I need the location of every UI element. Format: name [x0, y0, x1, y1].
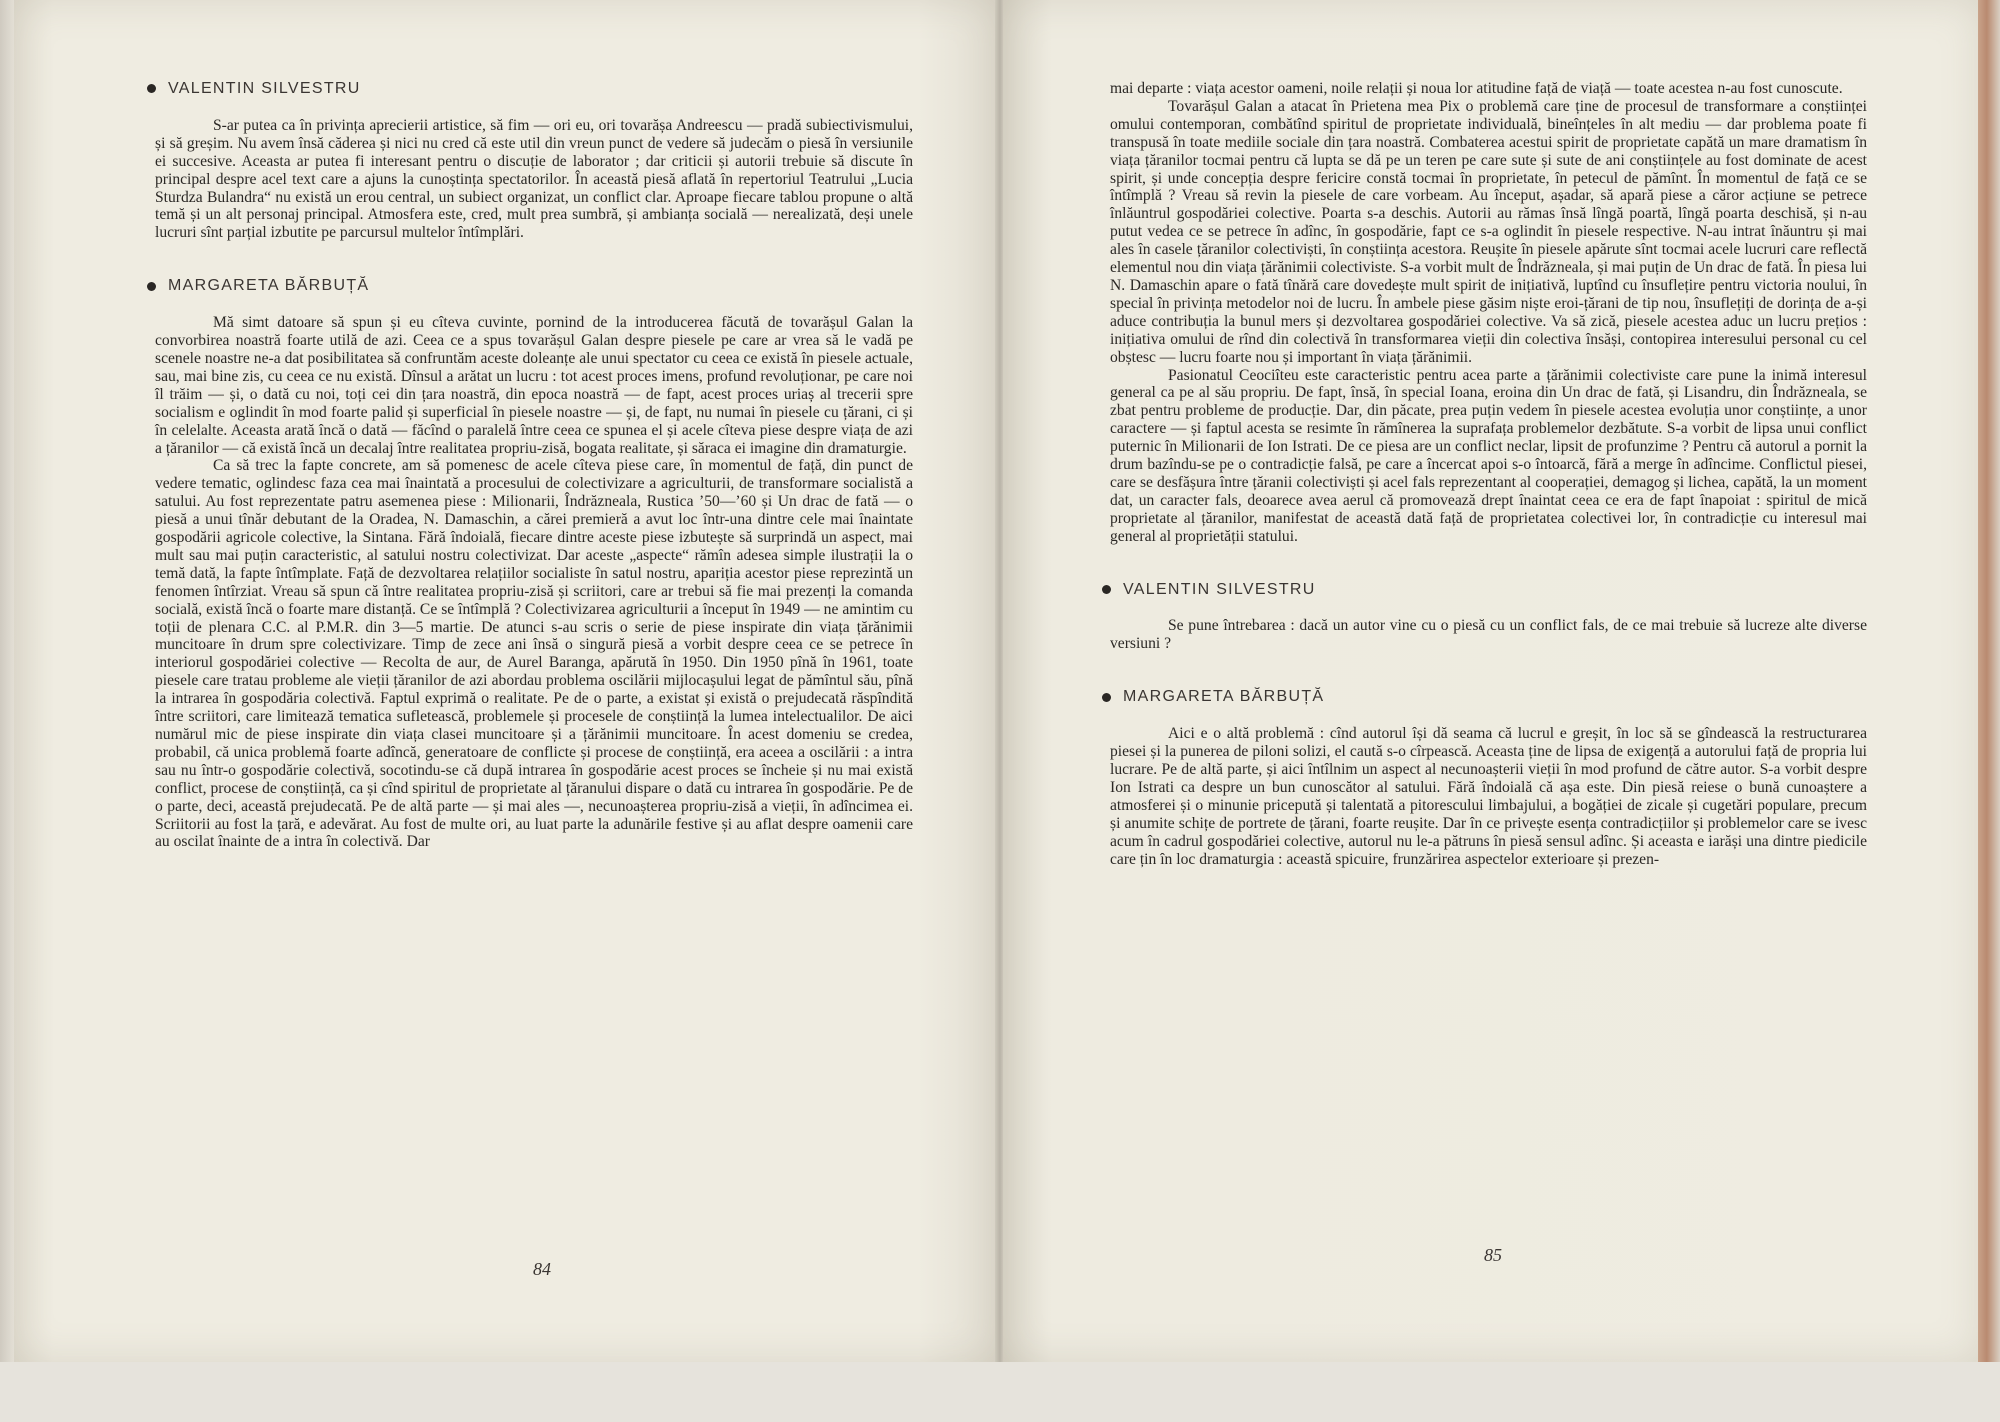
speech-block	[1110, 80, 1867, 546]
paragraph: Se pune întrebarea : dacă un autor vine cu o piesă cu un conflict fals, de ce mai trebuie să lucreze alte diverse versiuni ?	[1110, 617, 1867, 653]
speaker-name: MARGARETA BĂRBUȚĂ	[1123, 688, 1325, 706]
book-cover-edge	[1978, 0, 2000, 1390]
speaker-heading	[1102, 688, 1867, 706]
bullet-icon	[147, 84, 156, 93]
speaker-name: MARGARETA BĂRBUȚĂ	[168, 277, 370, 295]
page-number-right: 85	[1484, 1245, 1502, 1265]
page-edges-left	[0, 0, 14, 1380]
paragraph: Tovarășul Galan a atacat în Prietena mea Pix o problemă care ține de procesul de transformare a conștiinței omului contemporan, combătînd spiritul de proprietate individuală, bineînțeles în alt mediu — dar problema poate fi transpusă în toate mediile sociale din țara noastră. Combaterea acestui spirit de proprietate capătă un mare dramatism în viața țăranilor tocmai pentru că lupta se dă pe un teren pe care sute și sute de ani conștiințele au fost dominate de acest spirit, și unde concepția despre fericire constă tocmai în proprietate, în petecul de pămînt. În momentul de față ce se întîmplă ? Vreau să revin la piesele de care vorbeam. Au început, așadar, să apară piese a căror acțiune se petrece înlăuntrul gospodăriei colective. Poarta s-a deschis. Autorii au rămas însă lîngă poartă, lîngă poarta deschisă, și n-au putut vedea ce se petrece în adînc, în gospodărie, fapt ce s-a oglindit în piesele respective. N-au intrat înăuntru și mai ales în casele țăranilor colectiviști, în conștiința acestora. Reușite în piesele apărute sînt tocmai acele lucruri care reflectă elementul nou din viața țărănimii colectiviste. S-a vorbit mult de Îndrăzneala, și mai puțin de Un drac de fată. În piesa lui N. Damaschin apare o fată tînără care dovedește mult spirit de inițiativă, luptînd cu însuflețire pentru victoria noului, în special în privința metodelor noi de lucru. În ambele piese găsim niște eroi-țărani de tip nou, însuflețiți de dorința de a-și aduce contribuția la bunul mers și dezvoltarea gospodăriei colective. Va să zică, piesele acestea aduc un lucru prețios : inițiativa omului de rînd din colectivă în transformarea vieții din colectiva însăși, contopirea interesului personal cu cel obștesc — lucru foarte nou și important în viața țărănimii.	[1110, 97, 1867, 366]
bullet-icon	[147, 282, 156, 291]
paragraph: Ca să trec la fapte concrete, am să pomenesc de acele cîteva piese care, în momentul de față, din punct de vedere tematic, oglindesc faza cea mai înaintată a procesului de colectivizare a agriculturii, de transformare socialistă a satului. Au fost reprezentate patru asemenea piese : Milionarii, Îndrăzneala, Rustica ’50—’60 și Un drac de fată — o piesă a unui tînăr debutant de la Oradea, N. Damaschin, a cărei premieră a avut loc într-una dintre cele mai înaintate gospodării agricole colective, la Sintana. Fără îndoială, fiecare dintre aceste piese izbutește să surprindă un aspect, mai mult sau mai puțin caracteristic, al satului nostru colectivizat. Dar aceste „aspecte“ rămîn adesea simple ilustrații la o temă dată, la fapte întîmplate. Față de dezvoltarea relațiilor socialiste în satul nostru, apariția acestor piese reprezintă un fenomen întîrziat. Vreau să spun că între realitatea propriu-zisă și scriitori, care ar trebui să fie mai prezenți la comanda socială, există încă o foarte mare distanță. Ce se întîmplă ? Colectivizarea agriculturii a început în 1949 — ne amintim cu toții de plenara C.C. al P.M.R. din 3—5 martie. De atunci s-au scris o serie de piese inspirate din viața țărănimii muncitoare în drum spre colectivizare. Timp de zece ani însă o singură piesă a vorbit despre ceea ce se petrece în interiorul gospodăriei colective — Recolta de aur, de Aurel Baranga, apărută în 1950. Din 1950 pînă în 1961, toate piesele care tratau probleme ale vieții țăranilor de azi abordau problema oscilării mijlocașului legat de pămîntul său, pînă la intrarea în gospodăria colectivă. Faptul exprimă o realitate. Pe de o parte, a existat și există o prejudecată răspîndită între scriitori, care limitează tematica sufletească, problemele și procesele de conștiință la lumea intelectualilor. De aici numărul mic de piese inspirate din viața clasei muncitoare și a țărănimii muncitoare. În acest domeniu se credea, probabil, că unica problemă foarte adîncă, generatoare de conflicte și procese de conștiință, era aceea a oscilării : a intra sau nu într-o gospodărie colectivă, socotindu-se că după intrarea în gospodărie acest proces se încheie și nu mai există conflict, procese de conștiință, ca și cînd spiritul de proprietate al țăranului dispare o dată cu intrarea în gospodărie. Pe de o parte, deci, această prejudecată. Pe de altă parte — și mai ales —, necunoașterea propriu-zisă a vieții, în adîncimea ei. Scriitorii au fost la țară, e adevărat. Au fost de multe ori, au luat parte la adunările festive și au aflat despre oamenii care au oscilat înainte de a intra în colectivă. Dar	[155, 457, 913, 851]
bullet-icon	[1102, 585, 1111, 594]
paragraph: Mă simt datoare să spun și eu cîteva cuvinte, pornind de la introducerea făcută de tovarășul Galan la convorbirea noastră foarte utilă de azi. Ceea ce a spus tovarășul Galan despre piesele pe care ar vrea să le vadă pe scenele noastre ne-a dat posibilitatea să confruntăm aceste doleanțe ale unui spectator cu ceea ce există în piesele actuale, sau, mai bine zis, cu ceea ce nu există. Dînsul a arătat un lucru : tot acest proces imens, profund revoluționar, pe care noi îl trăim — și, o dată cu noi, toți cei din țara noastră, din epoca noastră — de fapt, acest proces uriaș al trecerii spre socialism e oglindit în mod foarte palid și superficial în piesele noastre — și, de fapt, nu numai în piesele cu țărani, ci și în celelalte. Aceasta arată încă o dată — făcînd o paralelă între ceea ce spunea el și acele cîteva piese despre viața de azi a țăranilor — că există încă un decalaj între realitatea propriu-zisă, bogata realitate, și săraca ei imagine din dramaturgie.	[155, 314, 913, 457]
speaker-heading	[147, 277, 913, 295]
speech-block	[155, 277, 913, 851]
speaker-name: VALENTIN SILVESTRU	[168, 80, 361, 97]
left-page-text	[155, 80, 913, 886]
speaker-heading	[1102, 581, 1867, 599]
speaker-name: VALENTIN SILVESTRU	[1123, 580, 1316, 598]
background-strip	[0, 1362, 2000, 1422]
speaker-heading	[147, 80, 913, 98]
paragraph: mai departe : viața acestor oameni, noile relații și noua lor atitudine față de viață — toate acestea n-au fost cunoscute.	[1110, 80, 1843, 97]
paragraph: S-ar putea ca în privința aprecierii artistice, să fim — ori eu, ori tovarășa Andreescu — pradă subiectivismului, și să greșim. Nu avem însă căderea și nici nu cred că este util din vreun punct de vedere să judecăm o piesă în versiunile ei succesive. Aceasta ar putea fi interesant pentru o discuție de laborator ; dar criticii și autorii trebuie să discute în principal despre acel text care a ajuns la cunoștința spectatorilor. În această piesă aflată în repertoriul Teatrului „Lucia Sturdza Bulandra“ nu există un erou central, un subiect organizat, un conflict clar. Aproape fiecare tablou propune o altă temă și un alt personaj principal. Atmosfera este, cred, mult prea sumbră, și ambianța socială — nerealizată, deși unele lucruri sînt parțial izbutite pe parcursul multelor întîmplări.	[155, 116, 913, 242]
speech-block	[1110, 581, 1867, 654]
bullet-icon	[1102, 693, 1111, 702]
page-number-left: 84	[533, 1259, 551, 1279]
right-page-text	[1110, 80, 1867, 903]
speech-block	[155, 80, 913, 242]
paragraph: Pasionatul Ceociîteu este caracteristic pentru acea parte a țărănimii colectiviste care pune la inimă interesul general ca pe al său propriu. De fapt, însă, în special Ioana, eroina din Un drac de fată, și Lisandru, din Îndrăzneala, se zbat pentru probleme de producție. Dar, din păcate, prea puțin vedem în piesele acestea evoluția unor conștiințe, a unor caractere — și faptul acesta se resimte în rămînerea la suprafața problemelor dezbătute. S-a vorbit de lipsa unui conflict puternic în Milionarii de Ion Istrati. De ce piesa are un conflict neclar, lipsit de profunzime ? Pentru că autorul a pornit la drum bazîndu-se pe o contradicție falsă, pe care a încercat apoi s-o întoarcă, fără a merge în adîncime. Conflictul piesei, care se desfășura între țăranii colectiviști și acel fals reprezentant al cooperației, demagog și lichea, capătă, la un moment dat, un caracter fals, deoarece avea aerul că promovează drept înaintat ceea ce era de fapt înapoiat : spiritul de mică proprietate al țăranilor, manifestat de această dată față de proprietatea colectivei lor, în contradicție cu interesul mai general al proprietății statului.	[1110, 366, 1867, 545]
speech-block	[1110, 688, 1867, 868]
paragraph: Aici e o altă problemă : cînd autorul își dă seama că lucrul e greșit, în loc să se gîndească la restructurarea piesei și la punerea de piloni solizi, el caută s-o cîrpească. Aceasta ține de lipsa de exigență a autorului față de propria lui lucrare. Pe de altă parte, și aici întîlnim un aspect al necunoașterii vieții în mod profund de către autor. S-a vorbit despre Ion Istrati ca despre un bun cunoscător al satului. Fără îndoială că așa este. Din piesă reiese o bună cunoaștere a atmosferei și o minunie pricepută și talentată a pitorescului limbajului, a bogăției de zicale și cugetări populare, precum și anumite schițe de portrete de țărani, foarte reușite. Dar în ce privește esența contradicțiilor și problemelor care se ivesc acum în cadrul gospodăriei colective, autorul nu le-a pătruns în piesă sensul adînc. Și aceasta e iarăși una dintre piedicile care țin în loc dramaturgia : această spicuire, frunzărirea aspectelor exterioare și prezen-	[1110, 725, 1867, 868]
